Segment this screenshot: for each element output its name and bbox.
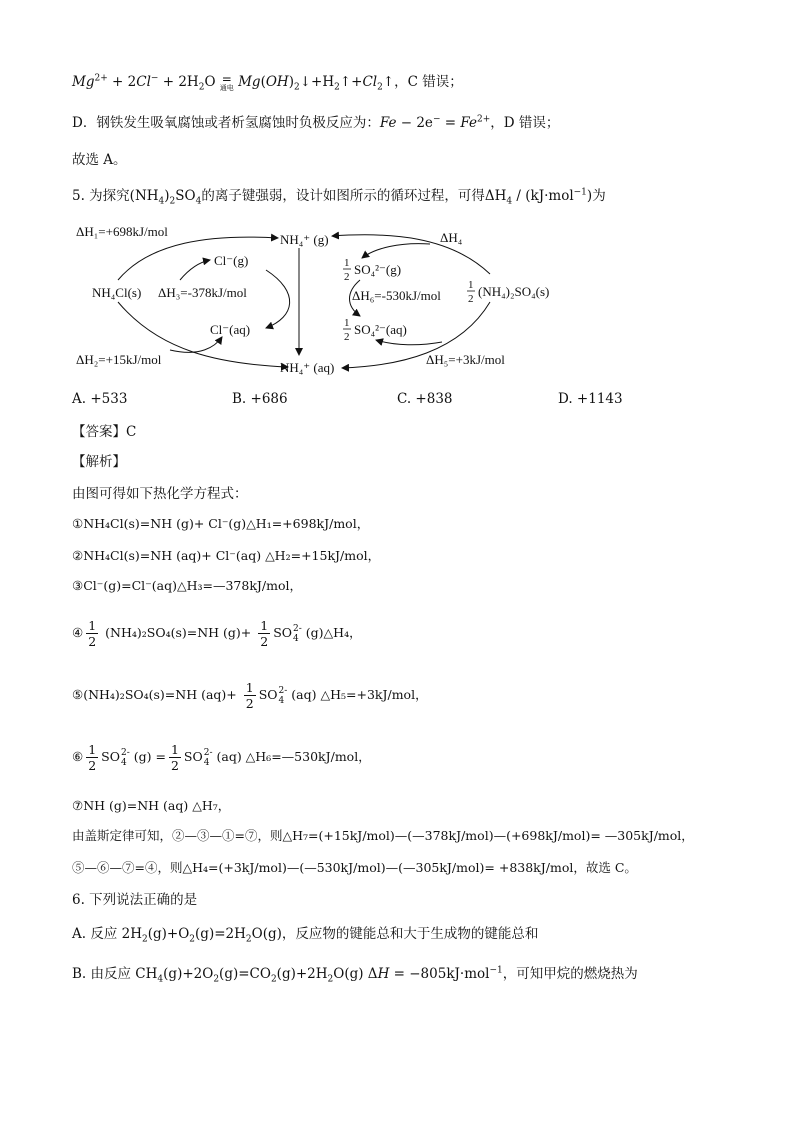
label-so4-aq: SO₄²⁻(aq) [354,322,407,337]
equation-3: ③Cl⁻(g)=Cl⁻(aq)△H₃=—378kJ/mol， [72,578,302,593]
arrow-to-so4-g [362,244,430,258]
svg-text:1: 1 [344,257,350,269]
label-nh42so4: (NH₄)₂SO₄(s) [478,284,550,299]
hess-law-step-2: ⑤—⑥—⑦=④，则△H₄=(+3kJ/mol)—(—530kJ/mol)—(—305kJ/mol)= +838kJ/mol，故选 C。 [72,860,637,875]
electrolysis-label: 通电 [219,83,234,92]
label-nh4cl: NH₄Cl(s) [92,285,142,300]
label-cl-g: Cl⁻(g) [214,253,249,268]
question-6-option-a: A. 反应 $2H_2(g)+O_2(g)=2H_2O(g)$，反应物的键能总和大于生成物的键能总和 [72,926,539,945]
equation-4: ④ $\frac{1}{2}$ (NH₄)₂SO₄(s)=NH (g)+ $\frac{1}{2}$ SO 2- 4 (g)△H₄， [72,618,362,649]
thermo-cycle-diagram [70,222,550,382]
electrolysis-equation: $Mg^{2+} + 2Cl^- + 2H_2O$ = 通电 $Mg(OH)_2↓+H_2↑+Cl_2↑$，C 错误； [72,71,463,93]
equation-1: ①NH₄Cl(s)=NH (g)+ Cl⁻(g)△H₁=+698kJ/mol， [72,516,370,531]
svg-text:2: 2 [468,293,474,305]
option-d-explanation: D．钢铁发生吸氧腐蚀或者析氢腐蚀时负极反应为：$Fe - 2e^- = Fe^{2+}$，D 错误； [72,114,560,131]
label-dh4: ΔH₄ [440,230,463,245]
label-cl-aq: Cl⁻(aq) [210,322,251,337]
question-6-stem: 6. 下列说法正确的是 [72,892,198,908]
arrow-to-so4-aq [376,340,442,345]
option-b: B. +686 [232,391,288,407]
verdict-c: ，C 错误； [394,74,463,90]
label-dh6: ΔH₆=-530kJ/mol [352,288,441,303]
label-nh4-aq: NH₄⁺ (aq) [280,360,335,375]
label-nh4-g: NH₄⁺ (g) [280,232,329,247]
label-dh1: ΔH₁=+698kJ/mol [76,224,168,239]
arrow-dh3 [266,270,290,328]
equation-6: ⑥ $\frac{1}{2}$ SO 2- 4 (g) = $\frac{1}{2}$ SO 2- 4 (aq) △H₆=—530kJ/mol， [72,742,371,773]
analysis-label: 【解析】 [72,454,126,470]
answer-label: 【答案】C [72,424,137,440]
arrow-to-cl-g [180,260,210,280]
svg-text:1: 1 [468,279,474,291]
svg-text:1: 1 [344,317,350,329]
svg-text:2: 2 [344,331,350,343]
option-c: C. +838 [397,391,453,407]
label-so4-g: SO₄²⁻(g) [354,262,402,277]
label-dh5: ΔH₅=+3kJ/mol [426,352,505,367]
option-d: D. +1143 [558,391,623,407]
label-dh3: ΔH₃=-378kJ/mol [158,285,247,300]
arrow-to-cl-aq [170,337,222,352]
svg-text:2: 2 [344,271,350,283]
label-dh2: ΔH₂=+15kJ/mol [76,352,162,367]
equation-2: ②NH₄Cl(s)=NH (aq)+ Cl⁻(aq) △H₂=+15kJ/mol， [72,548,381,563]
question-6-option-b: B. 由反应 $CH_4(g)+2O_2(g)=CO_2(g)+2H_2O(g) \Delta H = -805kJ\cdot mol^{-1}$，可知甲烷的燃烧热为 [72,965,638,985]
question-5-stem: 5. 为探究$(NH_4)_2SO_4$的离子键强弱，设计如图所示的循环过程，可得$\Delta H_4 / (kJ\cdot mol^{-1})$为 [72,187,606,207]
equation-5: ⑤(NH₄)₂SO₄(s)=NH (aq)+ $\frac{1}{2}$ SO 2- 4 (aq) △H₅=+3kJ/mol， [72,680,428,711]
hess-law-step-1: 由盖斯定律可知，②—③—①=⑦，则△H₇=(+15kJ/mol)—(—378kJ/mol)—(+698kJ/mol)= —305kJ/mol， [72,828,694,843]
option-a: A. +533 [72,391,128,407]
equation-7: ⑦NH (g)=NH (aq) △H₇， [72,798,231,813]
analysis-intro: 由图可得如下热化学方程式： [72,486,248,502]
arrow-dh1 [118,237,278,280]
choose-a: 故选 A。 [72,152,127,168]
